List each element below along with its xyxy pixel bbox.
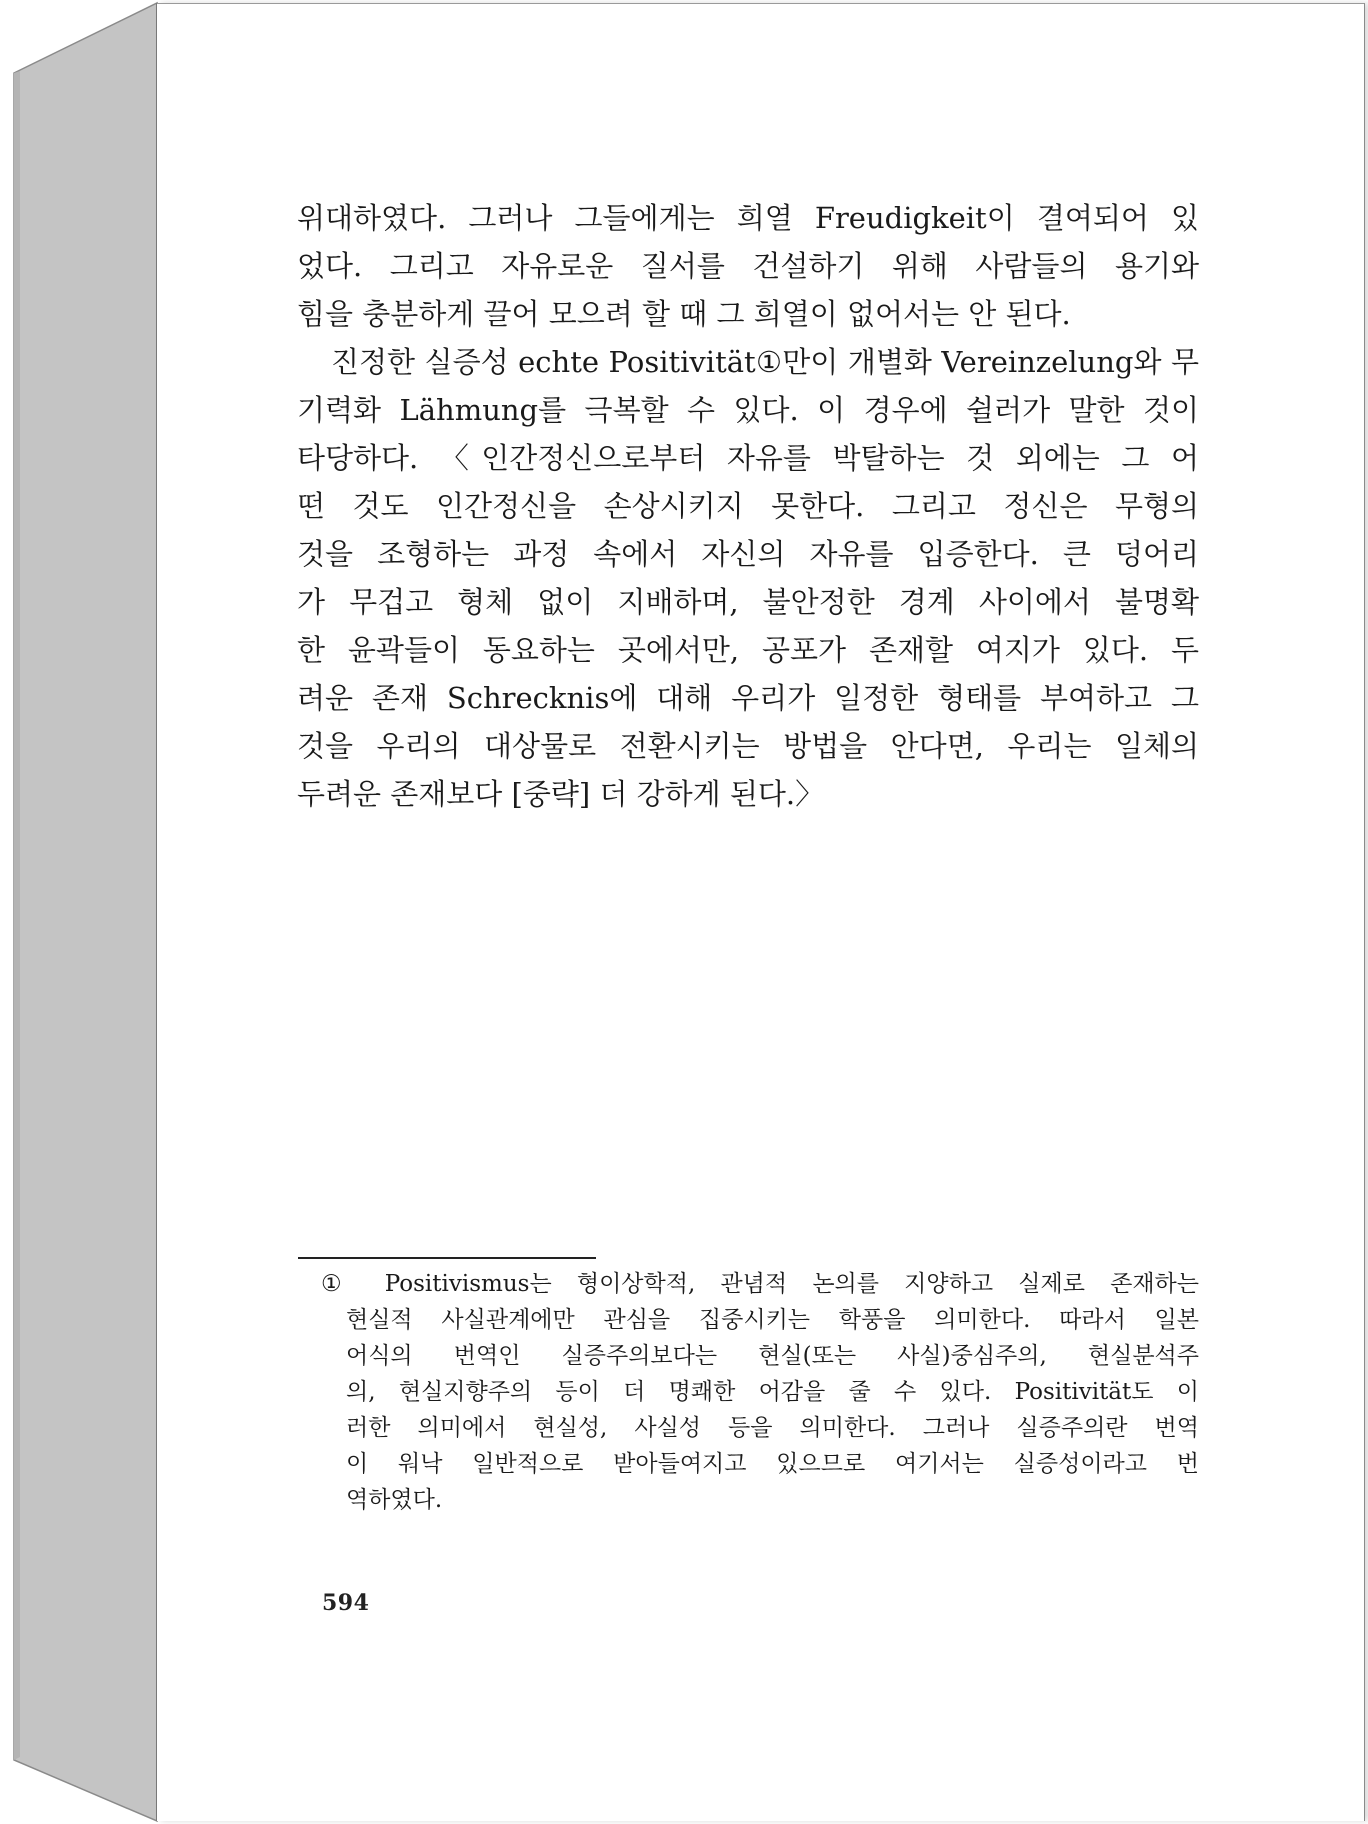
body-line: 진정한 실증성 echte Positivität①만이 개별화 Vereinzelung와 무 (331, 345, 1199, 379)
footnote-line: 이 워낙 일반적으로 받아들여지고 있으므로 여기서는 실증성이라고 번 (346, 1451, 1199, 1477)
body-line: 한 윤곽들이 동요하는 곳에서만, 공포가 존재할 여지가 있다. 두 (297, 633, 1199, 667)
page-number: 594 (322, 1590, 370, 1616)
body-line: 것을 우리의 대상물로 전환시키는 방법을 안다면, 우리는 일체의 (297, 729, 1199, 763)
footnote-line: 현실적 사실관계에만 관심을 집중시키는 학풍을 의미한다. 따라서 일본 (346, 1307, 1199, 1333)
body-text (297, 194, 1354, 818)
footnote (321, 1266, 1221, 1518)
book-spine (0, 0, 160, 1824)
spine-edge-shade (14, 71, 20, 1760)
footnote-line: 역하였다. (346, 1487, 443, 1513)
footnote-line: 러한 의미에서 현실성, 사실성 등을 의미한다. 그러나 실증주의란 번역 (346, 1415, 1199, 1441)
body-line: 가 무겁고 형체 없이 지배하며, 불안정한 경계 사이에서 불명확 (297, 585, 1199, 619)
footnote-line: 의, 현실지향주의 등이 더 명쾌한 어감을 줄 수 있다. Positivität도 이 (346, 1379, 1199, 1405)
body-line: 두려운 존재보다 [중략] 더 강하게 된다.〉 (297, 777, 825, 811)
footnote-line: ① Positivismus는 형이상학적, 관념적 논의를 지양하고 실제로 존재하는 (321, 1271, 1199, 1297)
footnote-rule (298, 1257, 596, 1259)
book-page (157, 3, 1365, 1821)
body-line: 떤 것도 인간정신을 손상시키지 못한다. 그리고 정신은 무형의 (297, 489, 1199, 523)
footnote-line: 어식의 번역인 실증주의보다는 현실(또는 사실)중심주의, 현실분석주 (346, 1343, 1199, 1369)
body-line: 려운 존재 Schrecknis에 대해 우리가 일정한 형태를 부여하고 그 (297, 681, 1199, 715)
body-line: 타당하다. 〈인간정신으로부터 자유를 박탈하는 것 외에는 그 어 (297, 441, 1199, 475)
body-line: 었다. 그리고 자유로운 질서를 건설하기 위해 사람들의 용기와 (297, 249, 1199, 283)
body-line: 힘을 충분하게 끌어 모으려 할 때 그 희열이 없어서는 안 된다. (297, 297, 1071, 331)
spine-face (14, 3, 157, 1821)
body-line: 것을 조형하는 과정 속에서 자신의 자유를 입증한다. 큰 덩어리 (297, 537, 1199, 571)
body-line: 위대하였다. 그러나 그들에게는 희열 Freudigkeit이 결여되어 있 (297, 201, 1199, 235)
body-line: 기력화 Lähmung를 극복할 수 있다. 이 경우에 쉴러가 말한 것이 (297, 393, 1199, 427)
